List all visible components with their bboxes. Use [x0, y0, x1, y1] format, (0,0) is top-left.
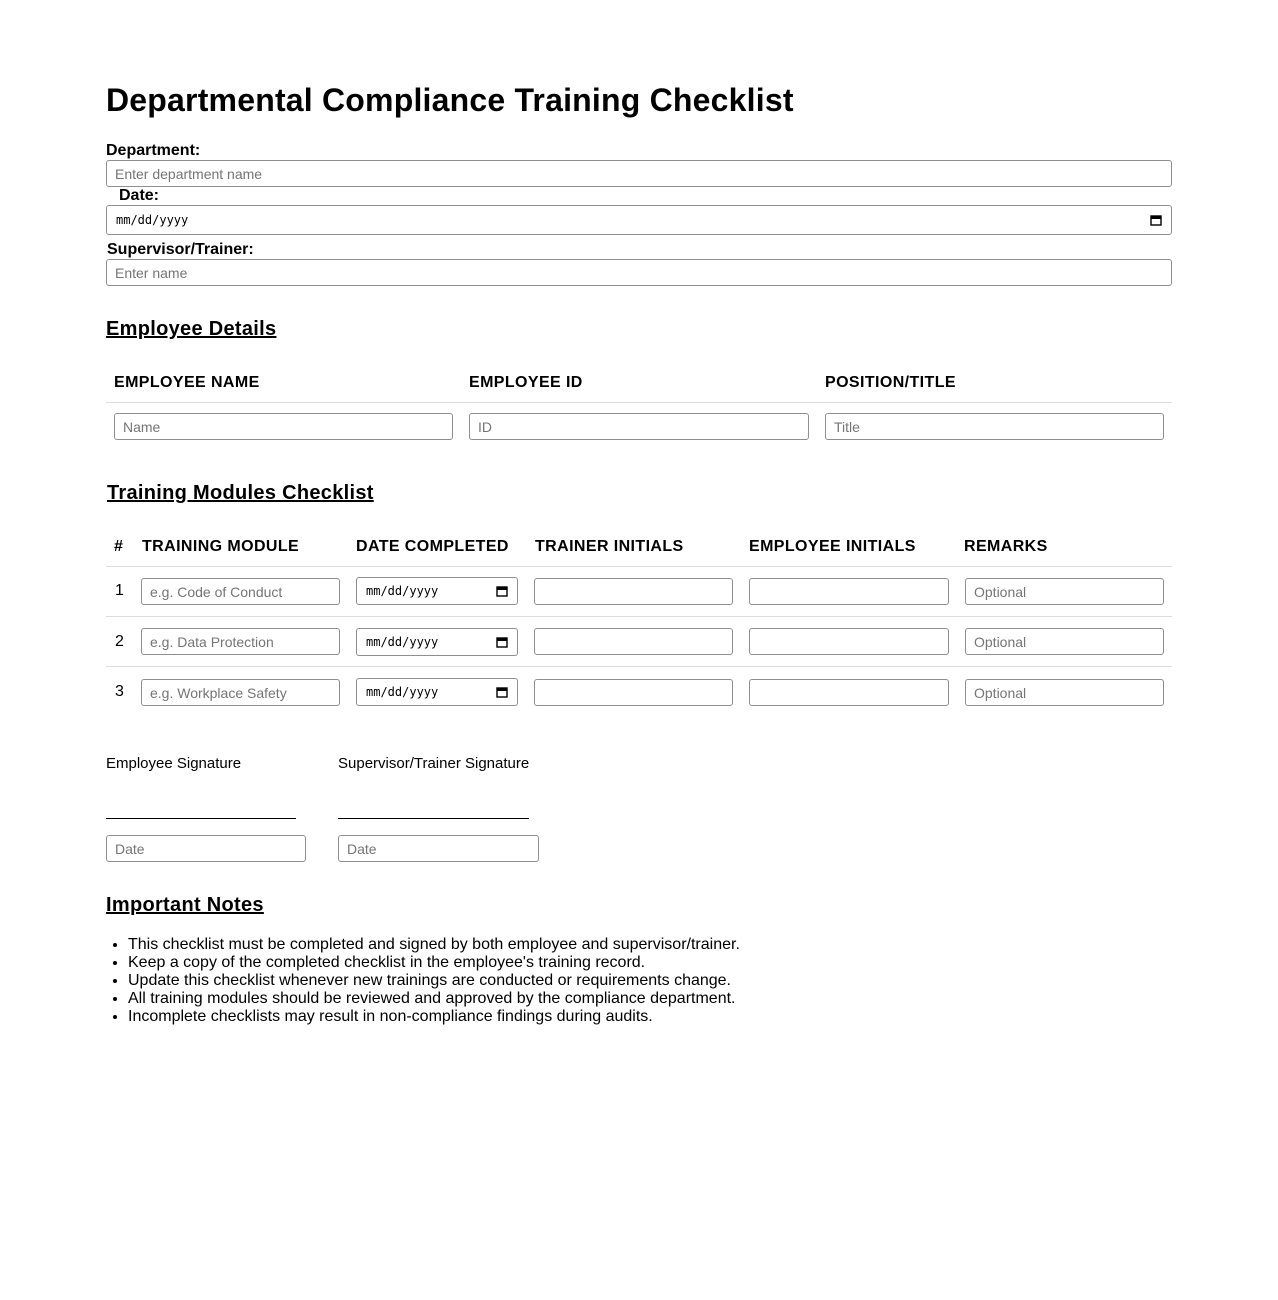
date-input[interactable] [106, 205, 1172, 235]
department-input[interactable] [106, 160, 1172, 187]
calendar-icon[interactable] [496, 585, 508, 597]
supervisor-signature-line[interactable] [338, 818, 529, 819]
col-remarks: REMARKS [964, 538, 1048, 555]
department-label: Department: [106, 142, 201, 159]
col-employee-name: EMPLOYEE NAME [114, 374, 260, 391]
module-input[interactable] [141, 679, 340, 706]
supervisor-signature-label: Supervisor/Trainer Signature [338, 755, 530, 772]
supervisor-input[interactable] [106, 259, 1172, 286]
page-title: Departmental Compliance Training Checklist [106, 82, 794, 118]
employee-signature-label: Employee Signature [106, 755, 242, 772]
calendar-icon[interactable] [1150, 214, 1162, 226]
module-input[interactable] [141, 628, 340, 655]
list-item: • Incomplete checklists may result in non-compliance findings during audits. [128, 1008, 740, 1026]
list-item: • All training modules should be reviewed and approved by the compliance department. [128, 990, 740, 1008]
employee-table-divider [106, 402, 1172, 403]
employee-initials-input[interactable] [749, 679, 949, 706]
col-position-title: POSITION/TITLE [825, 374, 956, 391]
date-completed-input[interactable] [356, 678, 518, 706]
training-modules-heading: Training Modules Checklist [107, 482, 374, 504]
list-item: • Update this checklist whenever new trainings are conducted or requirements change. [128, 972, 740, 990]
supervisor-label: Supervisor/Trainer: [107, 241, 254, 258]
row-number: 1 [115, 582, 124, 599]
col-employee-initials: EMPLOYEE INITIALS [749, 538, 916, 555]
remarks-input[interactable] [965, 578, 1164, 605]
remarks-input[interactable] [965, 628, 1164, 655]
row-divider [106, 666, 1172, 667]
col-date-completed: DATE COMPLETED [356, 538, 509, 555]
trainer-initials-input[interactable] [534, 578, 733, 605]
employee-details-heading: Employee Details [106, 318, 277, 340]
remarks-input[interactable] [965, 679, 1164, 706]
date-input-value: mm/dd/yyyy [116, 213, 189, 227]
calendar-icon[interactable] [496, 636, 508, 648]
date-completed-value: mm/dd/yyyy [366, 685, 439, 699]
important-notes-heading: Important Notes [106, 894, 264, 916]
date-completed-input[interactable] [356, 577, 518, 605]
row-number: 2 [115, 633, 124, 650]
employee-signature-date-input[interactable] [106, 835, 306, 862]
date-completed-value: mm/dd/yyyy [366, 584, 439, 598]
list-item: • Keep a copy of the completed checklist in the employee's training record. [128, 954, 740, 972]
notes-list [106, 936, 740, 1026]
date-completed-value: mm/dd/yyyy [366, 635, 439, 649]
trainer-initials-input[interactable] [534, 628, 733, 655]
position-title-input[interactable] [825, 413, 1164, 440]
employee-id-input[interactable] [469, 413, 809, 440]
date-completed-input[interactable] [356, 628, 518, 656]
employee-initials-input[interactable] [749, 628, 949, 655]
col-trainer-initials: TRAINER INITIALS [535, 538, 684, 555]
training-table-divider [106, 566, 1172, 567]
col-employee-id: EMPLOYEE ID [469, 374, 583, 391]
calendar-icon[interactable] [496, 686, 508, 698]
col-training-module: TRAINING MODULE [142, 538, 300, 555]
employee-name-input[interactable] [114, 413, 453, 440]
employee-initials-input[interactable] [749, 578, 949, 605]
col-number: # [114, 538, 124, 555]
module-input[interactable] [141, 578, 340, 605]
supervisor-signature-date-input[interactable] [338, 835, 539, 862]
employee-signature-line[interactable] [106, 818, 296, 819]
row-divider [106, 616, 1172, 617]
row-number: 3 [115, 683, 124, 700]
date-label: Date: [119, 187, 160, 204]
trainer-initials-input[interactable] [534, 679, 733, 706]
list-item: • This checklist must be completed and signed by both employee and supervisor/trainer. [128, 936, 740, 954]
